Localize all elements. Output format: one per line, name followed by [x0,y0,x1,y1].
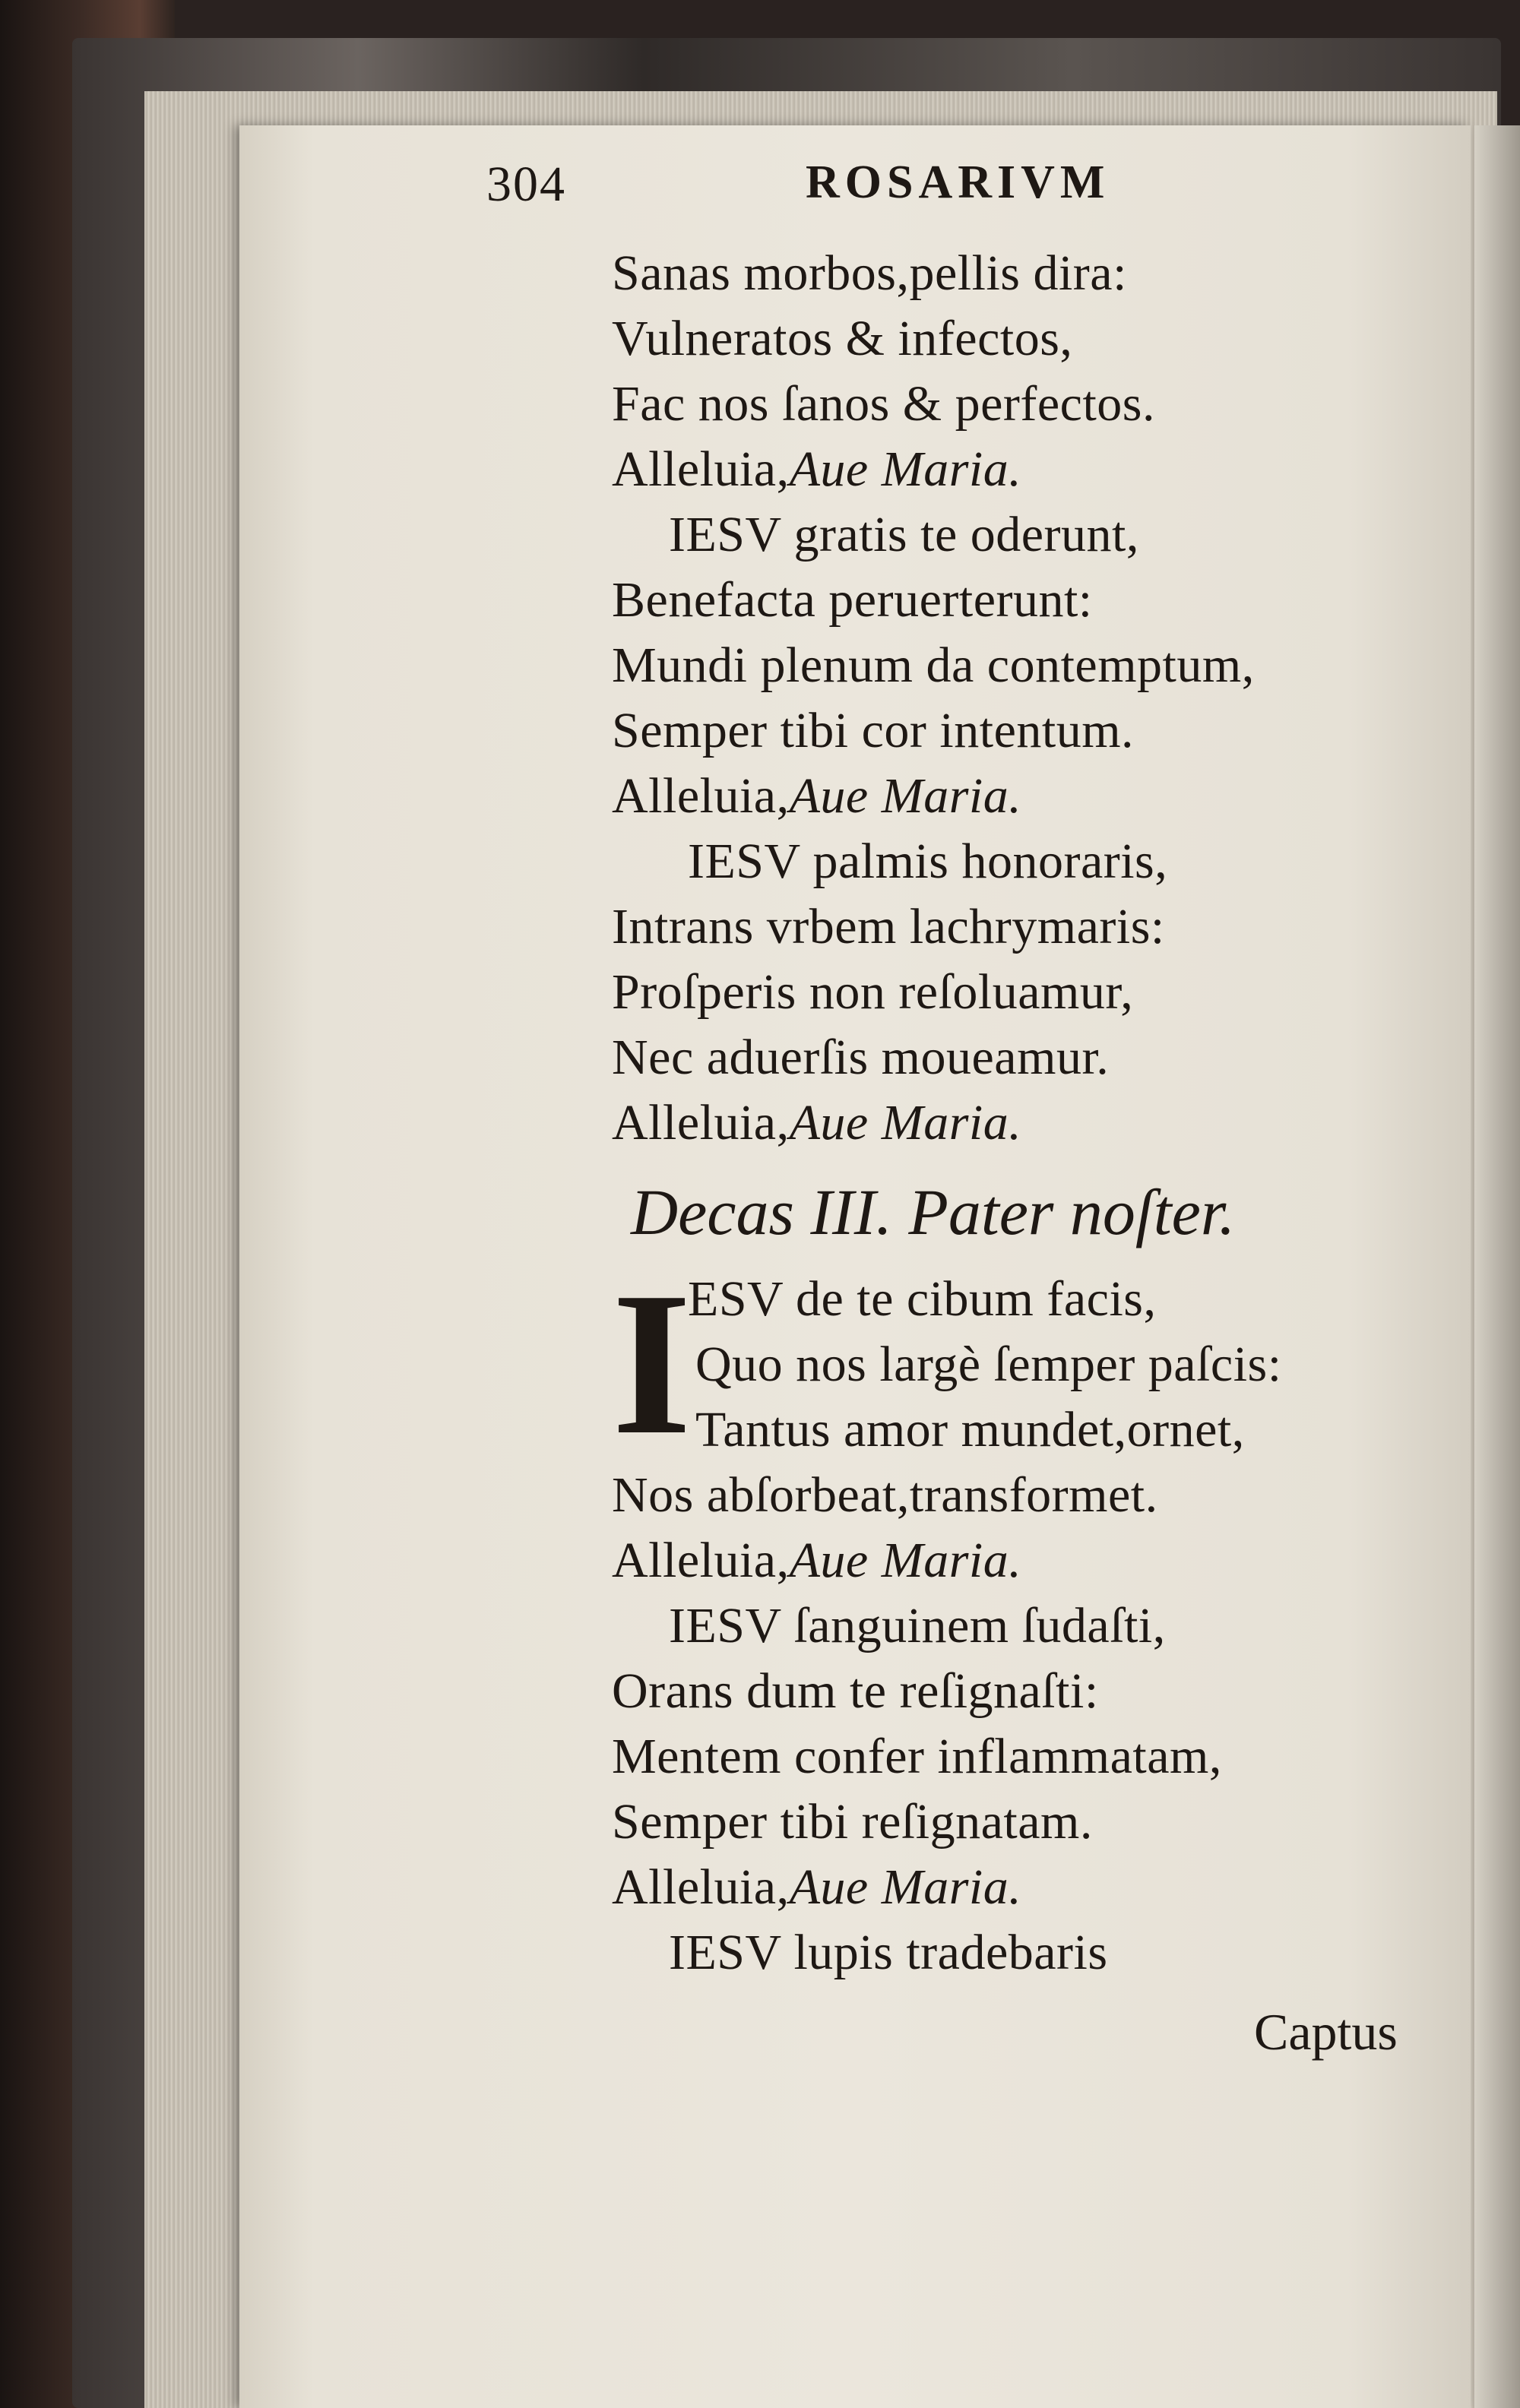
verse-line [612,1530,1021,1591]
verse-line [669,505,1139,565]
verse-line [612,962,1133,1023]
verse-text: Alleluia, [612,1095,790,1150]
page-number: 304 [486,157,566,212]
verse-italic: Aue Maria. [789,1533,1022,1588]
verse-text: Proſperis non reſoluamur, [612,964,1134,1020]
verse-line [669,1596,1166,1656]
section-title: Decas III. Pater noſter. [631,1176,1236,1248]
verse-line [612,309,1072,369]
verse-text: Alleluia, [612,768,790,824]
verse-line [612,1792,1093,1853]
verse-text: Nos abſorbeat,transformet. [612,1467,1158,1523]
verse-text: IESV ſanguinem ſudaſti, [669,1598,1166,1653]
verse-line [612,1093,1021,1153]
verse-text: Fac nos ſanos & perfectos. [612,376,1155,432]
drop-cap: I [612,1250,692,1477]
verse-line [612,1465,1158,1526]
verse-line [612,374,1155,435]
verse-text: IESV palmis honoraris, [688,834,1168,889]
running-title: ROSARIVM [806,157,1110,208]
verse-line [612,243,1127,304]
verse-text: Semper tibi cor intentum. [612,703,1135,758]
verse-line [688,831,1167,892]
verse-text: Alleluia, [612,1533,790,1588]
verse-line [612,1027,1109,1088]
verse-line [612,766,1021,827]
verse-text: Alleluia, [612,441,790,497]
verse-text: Alleluia, [612,1859,790,1915]
verse-text: Mentem confer inflammatam, [612,1729,1222,1784]
verse-text: IESV gratis te oderunt, [669,507,1139,562]
verse-line [612,897,1165,957]
verse-text: Sanas morbos,pellis dira: [612,245,1127,301]
verse-line [688,1269,1156,1330]
verse-text: Semper tibi reſignatam. [612,1794,1093,1850]
verse-text: Tantus amor mundet,ornet, [695,1402,1245,1457]
facing-page-edge [1474,125,1520,2408]
verse-line [612,1726,1222,1787]
verse-line [612,701,1134,761]
verse-text: Benefacta peruerterunt: [612,572,1093,628]
verse-text: Orans dum te reſignaſti: [612,1663,1099,1719]
verse-italic: Aue Maria. [789,768,1022,824]
verse-line [612,635,1255,696]
verse-line [612,1661,1099,1722]
verse-italic: Aue Maria. [789,1859,1022,1915]
verse-italic: Aue Maria. [789,1095,1022,1150]
catchword: Captus [1254,2003,1398,2061]
verse-line [612,1857,1021,1918]
verse-text: IESV lupis tradebaris [669,1925,1108,1980]
verse-line [669,1922,1108,1983]
verse-text: Vulneratos & infectos, [612,311,1073,366]
verse-italic: Aue Maria. [789,441,1022,497]
verse-line [695,1334,1282,1395]
verse-line [612,570,1093,631]
verse-line [695,1400,1245,1460]
verse-text: Quo nos largè ſemper paſcis: [695,1337,1282,1392]
verse-text: Intrans vrbem lachrymaris: [612,899,1165,954]
verse-text: Mundi plenum da contemptum, [612,638,1255,693]
verse-text: Nec aduerſis moueamur. [612,1030,1110,1085]
verse-text: ESV de te cibum facis, [688,1271,1157,1327]
verse-line [612,439,1021,500]
